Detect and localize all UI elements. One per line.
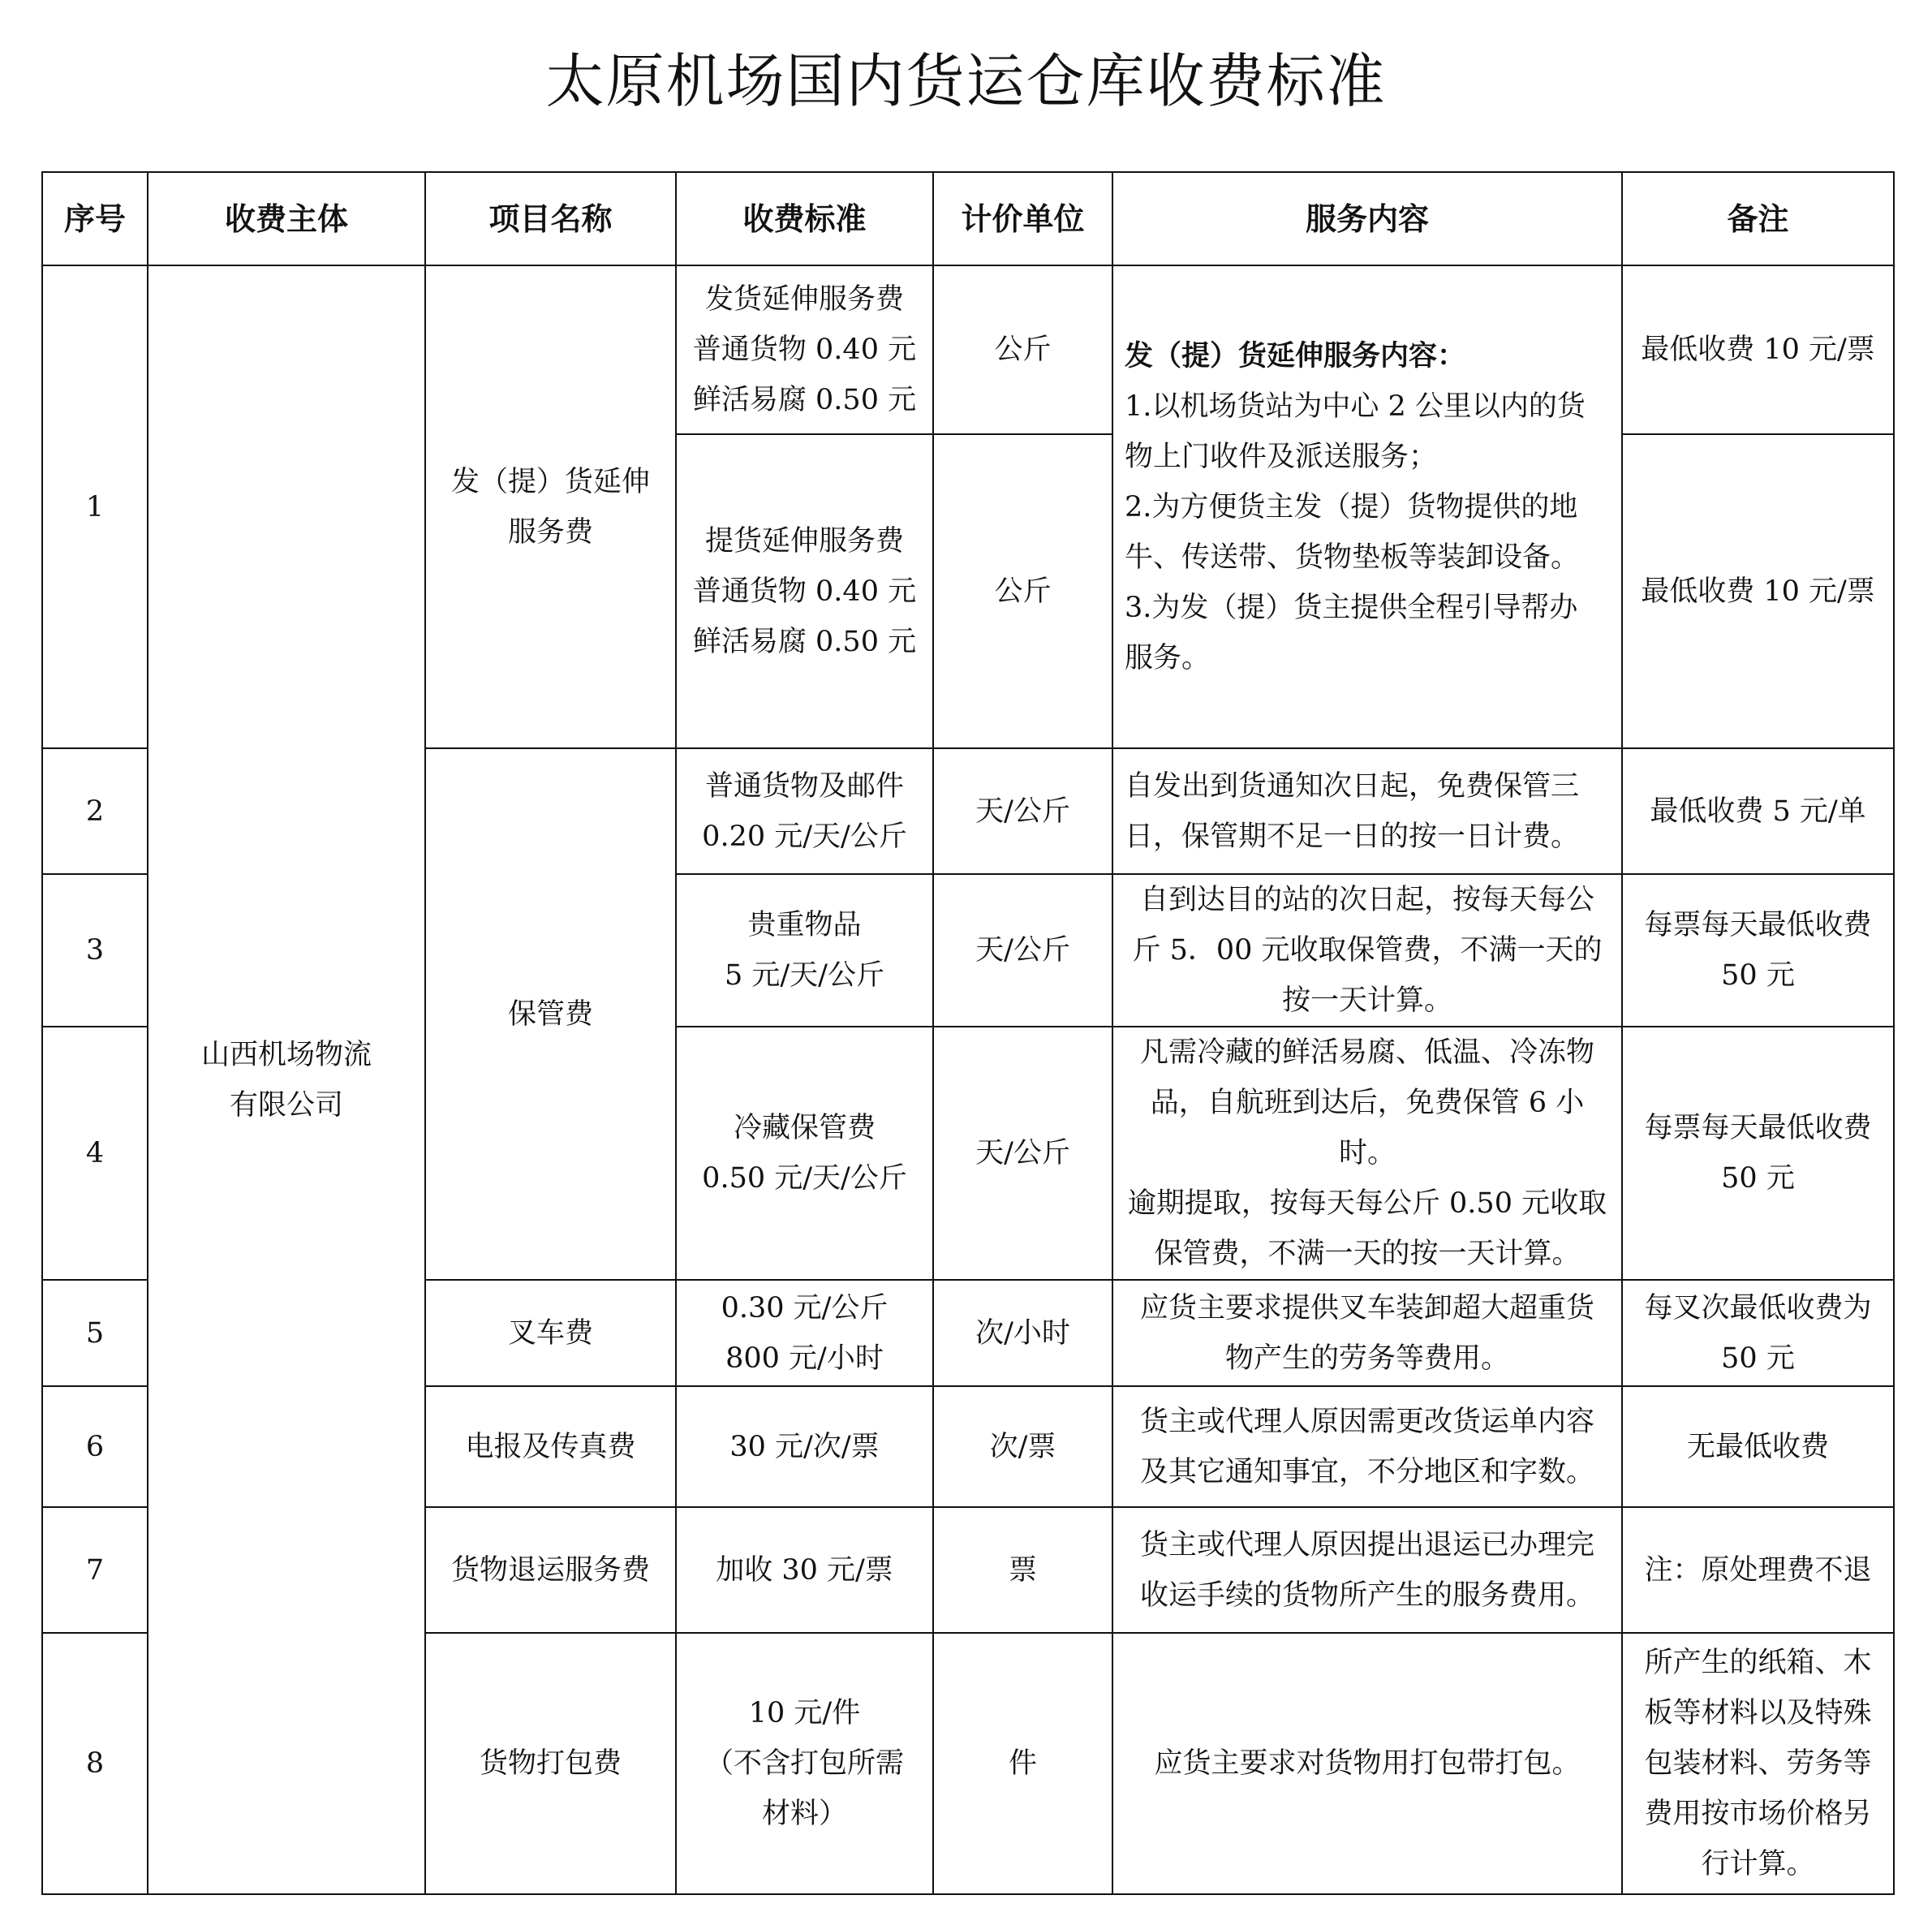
text-line: 货主或代理人原因提出退运已办理完 [1139, 1528, 1594, 1561]
note-cell: 最低收费 10 元/票 [1622, 265, 1894, 434]
pricing-unit: 天/公斤 [933, 874, 1112, 1027]
text-line: 3.为发（提）货主提供全程引导帮办 [1125, 591, 1578, 624]
item-name: 电报及传真费 [425, 1386, 676, 1507]
pricing-unit: 票 [933, 1507, 1112, 1633]
note-cell: 最低收费 10 元/票 [1622, 434, 1894, 748]
service-content [1112, 874, 1622, 1027]
text-line: （不含打包所需 [704, 1747, 904, 1780]
text-line: 费用按市场价格另 [1644, 1798, 1872, 1830]
text-line: 50 元 [1721, 1162, 1795, 1195]
text-line: 每叉次最低收费为 [1644, 1291, 1872, 1324]
pricing-unit: 次/小时 [933, 1280, 1112, 1386]
pricing-unit: 公斤 [933, 265, 1112, 434]
row-number: 8 [42, 1633, 148, 1894]
row-number: 7 [42, 1507, 148, 1633]
item-name: 货物退运服务费 [425, 1507, 676, 1633]
text-line: 凡需冷藏的鲜活易腐、低温、冷冻物 [1139, 1036, 1594, 1069]
service-content: 应货主要求对货物用打包带打包。 [1112, 1633, 1622, 1894]
text-line: 保管费，不满一天的按一天计算。 [1154, 1238, 1581, 1270]
text-line: 收运手续的货物所产生的服务费用。 [1139, 1579, 1594, 1612]
text-line: 普通货物 0.40 元 [692, 334, 917, 366]
row-number: 1 [42, 265, 148, 748]
text-line: 物上门收件及派送服务； [1125, 440, 1438, 473]
pricing-unit: 次/票 [933, 1386, 1112, 1507]
text-line: 50 元 [1721, 959, 1795, 992]
item-name: 保管费 [425, 748, 676, 1280]
service-content [1112, 265, 1622, 748]
text-line: 材料） [761, 1798, 847, 1830]
text-line: 提货延伸服务费 [704, 524, 904, 558]
text-line: 800 元/小时 [725, 1342, 884, 1375]
header-unit: 计价单位 [933, 172, 1112, 265]
text-line: 贵重物品 [747, 909, 862, 941]
text-line: 0.30 元/公斤 [721, 1291, 889, 1324]
text-line: 每票每天最低收费 [1644, 909, 1872, 941]
text-line: 冷藏保管费 [733, 1112, 876, 1144]
fee-standard [676, 265, 933, 434]
header-standard: 收费标准 [676, 172, 933, 265]
text-line: 发（提）货延伸 [450, 465, 650, 498]
text-line: 服务费 [507, 515, 593, 549]
row-number: 2 [42, 748, 148, 874]
text-line: 普通货物及邮件 [704, 769, 904, 803]
note-cell: 无最低收费 [1622, 1386, 1894, 1507]
fee-standard [676, 874, 933, 1027]
pricing-unit: 天/公斤 [933, 1027, 1112, 1280]
service-lines [1125, 381, 1610, 683]
text-line: 斤 5．00 元收取保管费，不满一天的 [1132, 934, 1603, 967]
fee-standard [676, 748, 933, 874]
text-line: 板等材料以及特殊 [1644, 1697, 1872, 1729]
pricing-unit: 天/公斤 [933, 748, 1112, 874]
text-line: 每票每天最低收费 [1644, 1112, 1872, 1144]
text-line: 逾期提取，按每天每公斤 0.50 元收取 [1127, 1187, 1607, 1220]
note-cell: 注：原处理费不退 [1622, 1507, 1894, 1633]
item-name: 货物打包费 [425, 1633, 676, 1894]
header-row [42, 172, 1894, 265]
text-line: 普通货物 0.40 元 [692, 575, 917, 608]
fee-standard: 30 元/次/票 [676, 1386, 933, 1507]
text-line: 山西机场物流 [200, 1038, 372, 1071]
fee-standard [676, 1280, 933, 1386]
table-row [42, 265, 1894, 434]
service-heading: 发（提）货延伸服务内容： [1125, 339, 1466, 373]
text-line: 50 元 [1721, 1342, 1795, 1375]
header-note: 备注 [1622, 172, 1894, 265]
text-line: 0.20 元/天/公斤 [702, 820, 907, 853]
text-line: 10 元/件 [748, 1697, 861, 1729]
text-line: 鲜活易腐 0.50 元 [692, 384, 917, 416]
fee-table [41, 171, 1895, 1895]
text-line: 及其它通知事宜，不分地区和字数。 [1139, 1455, 1594, 1488]
header-item: 项目名称 [425, 172, 676, 265]
text-line: 1.以机场货站为中心 2 公里以内的货 [1125, 390, 1586, 423]
text-line: 2.为方便货主发（提）货物提供的地 [1125, 490, 1578, 523]
row-number: 4 [42, 1027, 148, 1280]
service-content [1112, 1386, 1622, 1507]
note-cell [1622, 1280, 1894, 1386]
fee-standard [676, 434, 933, 748]
text-line: 发货延伸服务费 [704, 283, 904, 316]
fee-standard: 加收 30 元/票 [676, 1507, 933, 1633]
fee-standard [676, 1633, 933, 1894]
text-line: 物产生的劳务等费用。 [1224, 1342, 1509, 1375]
service-content [1112, 1507, 1622, 1633]
note-cell [1622, 1027, 1894, 1280]
row-number: 6 [42, 1386, 148, 1507]
text-line: 日，保管期不足一日的按一日计费。 [1125, 820, 1580, 853]
note-cell: 最低收费 5 元/单 [1622, 748, 1894, 874]
note-cell [1622, 874, 1894, 1027]
fee-standard [676, 1027, 933, 1280]
note-cell [1622, 1633, 1894, 1894]
text-line: 牛、传送带、货物垫板等装卸设备。 [1125, 541, 1580, 574]
text-line: 按一天计算。 [1281, 984, 1452, 1017]
item-name [425, 265, 676, 748]
text-line: 货主或代理人原因需更改货运单内容 [1139, 1405, 1594, 1438]
header-company: 收费主体 [148, 172, 425, 265]
text-line: 行计算。 [1701, 1848, 1815, 1880]
service-content [1112, 748, 1622, 874]
text-line: 0.50 元/天/公斤 [702, 1162, 907, 1195]
page-title: 太原机场国内货运仓库收费标准 [545, 47, 1387, 115]
item-name: 叉车费 [425, 1280, 676, 1386]
text-line: 5 元/天/公斤 [725, 959, 884, 992]
row-number: 5 [42, 1280, 148, 1386]
text-line: 服务。 [1125, 641, 1211, 674]
company-cell [148, 265, 425, 1894]
pricing-unit: 件 [933, 1633, 1112, 1894]
text-line: 有限公司 [229, 1088, 343, 1122]
header-no: 序号 [42, 172, 148, 265]
row-number: 3 [42, 874, 148, 1027]
text-line: 自发出到货通知次日起，免费保管三 [1125, 769, 1580, 803]
pricing-unit: 公斤 [933, 434, 1112, 748]
text-line: 应货主要求提供叉车装卸超大超重货 [1139, 1291, 1594, 1324]
text-line: 品，自航班到达后，免费保管 6 小时。 [1150, 1087, 1585, 1169]
service-content [1112, 1027, 1622, 1280]
text-line: 鲜活易腐 0.50 元 [692, 625, 917, 658]
text-line: 所产生的纸箱、木 [1644, 1647, 1872, 1679]
text-line: 包装材料、劳务等 [1644, 1747, 1872, 1780]
service-content [1112, 1280, 1622, 1386]
text-line: 自到达目的站的次日起，按每天每公 [1139, 884, 1594, 916]
header-service: 服务内容 [1112, 172, 1622, 265]
